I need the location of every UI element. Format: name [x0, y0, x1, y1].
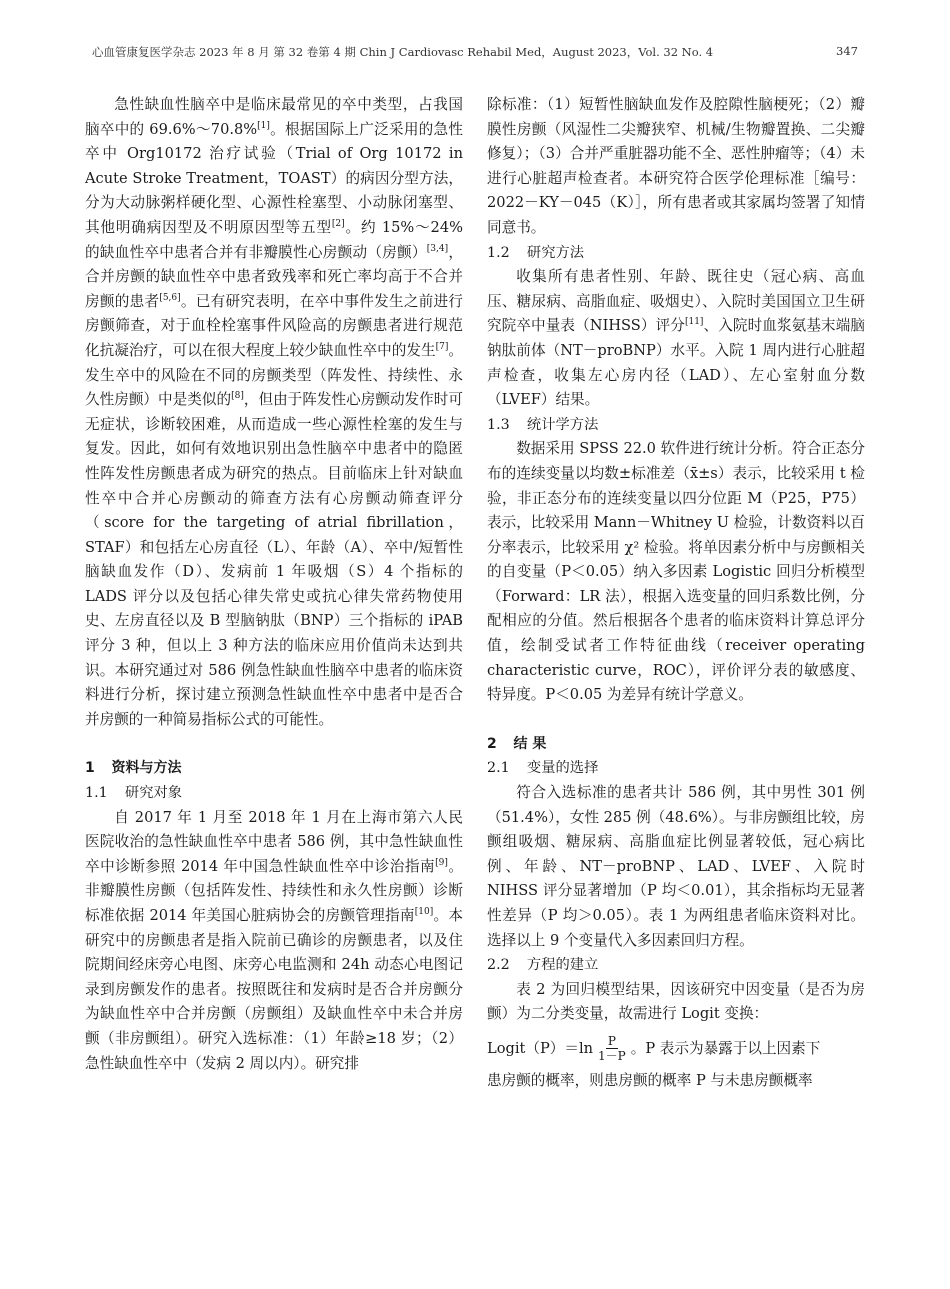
citation-ref[interactable]: [2] [331, 218, 345, 229]
section-heading-results: 2 结 果 [487, 735, 547, 752]
citation-ref[interactable]: [5,6] [159, 292, 181, 303]
exclusion-criteria-paragraph: 除标准：（1）短暂性脑缺血发作及腔隙性脑梗死；（2）瓣膜性房颤（风湿性二尖瓣狭窄、机械/生物瓣置换、二尖瓣修复）；（3）合并严重脏器功能不全、恶性肿瘤等；（4）未进行心脏超声检查者。本研究符合医学伦理标准［编号：2022－KY－045（K）］，所有患者或其家属均签署了知情同意书。 [487, 96, 865, 236]
formula-denominator: 1－P [598, 1049, 626, 1064]
formula-fraction [596, 1034, 628, 1063]
subsection-heading-methods: 1.2 研究方法 [487, 244, 585, 261]
logit-formula [487, 1029, 865, 1069]
citation-ref[interactable]: [8] [231, 391, 244, 402]
citation-ref[interactable]: [7] [435, 341, 449, 352]
subsection-heading-statistics: 1.3 统计学方法 [487, 416, 599, 433]
citation-ref[interactable]: [11] [684, 317, 704, 328]
citation-ref[interactable]: [9] [435, 857, 448, 868]
subsection-heading-variable-selection: 2.1 变量的选择 [487, 760, 599, 777]
equation-paragraph: 表 2 为回归模型结果，因该研究中因变量（是否为房颤）为二分类变量，故需进行 Logit 变换： [487, 980, 865, 1023]
running-header [92, 44, 858, 62]
citation-ref[interactable]: [10] [414, 907, 434, 917]
formula-numerator: P [607, 1034, 616, 1049]
subjects-paragraph: 自 2017 年 1 月至 2018 年 1 月在上海市第六人民医院收治的急性缺血性卒中患者 586 例，其中急性缺血性卒中诊断参照 2014 年中国急性缺血性卒中诊治指南[9]。非瓣膜性房颤（包括阵发性、持续性和永久性房颤）诊断标准依据 2014 年美国心脏病协会的房颤管理指南[10]。本研究中的房颤患者是指入院前已确诊的房颤患者，以及住院期间经床旁心电图、床旁心电监测和 24h 动态心电图记录到房颤发作的患者。按照既往和发病时是否合并房颤分为缺血性卒中合并房颤（房颤组）及缺血性卒中未合并房颤（非房颤组）。研究入选标准：（1）年龄≥18 岁；（2）急性缺血性卒中（发病 2 周以内）。研究排 [85, 808, 463, 1072]
formula-lhs: Logit（P）＝ln [487, 1039, 594, 1057]
page-number: 347 [836, 44, 858, 58]
section-heading-methods: 1 资料与方法 [85, 760, 182, 777]
statistics-paragraph: 数据采用 SPSS 22.0 软件进行统计分析。符合正态分布的连续变量以均数±标准差（x̄±s）表示，比较采用 t 检验，非正态分布的连续变量以四分位距 M（P25，P75）表示，比较采用 Mann－Whitney U 检验，计数资料以百分率表示，比较采用 χ² 检验。将单因素分析中与房颤相关的自变量（P＜0.05）纳入多因素 Logistic 回归分析模型（Forward：LR 法），根据入选变量的回归系数比例，分配相应的分值。然后根据各个患者的临床资料计算总评分值，绘制受试者工作特征曲线（receiver operating characteristic curve，ROC），评价评分表的敏感度、特异度。P＜0.05 为差异有统计学意义。 [487, 440, 865, 704]
citation-ref[interactable]: [3,4] [426, 243, 449, 254]
subsection-heading-equation: 2.2 方程的建立 [487, 957, 599, 974]
left-column [85, 93, 463, 1076]
journal-citation: 心血管康复医学杂志 2023 年 8 月 第 32 卷第 4 期 Chin J Cardiovasc Rehabil Med，August 2023，Vol. 32 No. 4 [92, 45, 714, 59]
methods-paragraph: 收集所有患者性别、年龄、既往史（冠心病、高血压、糖尿病、高脂血症、吸烟史）、入院时美国国立卫生研究院卒中量表（NIHSS）评分[11]、入院时血浆氨基末端脑钠肽前体（NT－proBNP）水平。入院 1 周内进行心脏超声检查，收集左心房内径（LAD）、左心室射血分数（LVEF）结果。 [487, 268, 865, 409]
citation-ref[interactable]: [1] [257, 120, 270, 131]
variable-selection-paragraph: 符合入选标准的患者共计 586 例，其中男性 301 例（51.4%），女性 285 例（48.6%）。与非房颤组比较，房颤组吸烟、糖尿病、高脂血症比例显著较低，冠心病比例、年龄、NT－proBNP、LAD、LVEF、入院时 NIHSS 评分显著增加（P 均＜0.01），其余指标均无显著性差异（P 均＞0.05）。表 1 为两组患者临床资料对比。选择以上 9 个变量代入多因素回归方程。 [487, 784, 865, 949]
subsection-heading-subjects: 1.1 研究对象 [85, 785, 183, 802]
right-column [487, 93, 865, 1094]
formula-tail: 。P 表示为暴露于以上因素下 [630, 1039, 821, 1057]
intro-paragraph: 急性缺血性脑卒中是临床最常见的卒中类型，占我国脑卒中的 69.6%～70.8%[1]。根据国际上广泛采用的急性卒中 Org10172 治疗试验（Trial of Org 10172 in Acute Stroke Treatment，TOAST）的病因分型方法，分为大动脉粥样硬化型、心源性栓塞型、小动脉闭塞型、其他明确病因型及不明原因型等五型[2]。约 15%～24% 的缺血性卒中患者合并有非瓣膜性心房颤动（房颤）[3,4]，合并房颤的缺血性卒中患者致残率和死亡率均高于不合并房颤的患者[5,6]。已有研究表明，在卒中事件发生之前进行房颤筛查，对于血栓栓塞事件风险高的房颤患者进行规范化抗凝治疗，可以在很大程度上较少缺血性卒中的发生[7]。发生卒中的风险在不同的房颤类型（阵发性、持续性、永久性房颤）中是类似的[8]，但由于阵发性心房颤动发作时可无症状，诊断较困难，从而造成一些心源性栓塞的发生与复发。因此，如何有效地识别出急性脑卒中患者中的隐匿性阵发性房颤患者成为研究的热点。目前临床上针对缺血性卒中合并心房颤动的筛查方法有心房颤动筛查评分（score for the targeting of atrial fibrillation，STAF）和包括左心房直径（L）、年龄（A）、卒中/短暂性脑缺血发作（D）、发病前 1 年吸烟（S）4 个指标的 LADS 评分以及包括心律失常史或抗心律失常药物使用史、左房直径以及 B 型脑钠肽（BNP）三个指标的 iPAB 评分 3 种，但以上 3 种方法的临床应用价值尚未达到共识。本研究通过对 586 例急性缺血性脑卒中患者的临床资料进行分析，探讨建立预测急性缺血性卒中患者中是否合并房颤的一种简易指标公式的可能性。 [85, 96, 463, 728]
probability-paragraph: 患房颤的概率，则患房颤的概率 P 与未患房颤概率 [487, 1071, 813, 1089]
